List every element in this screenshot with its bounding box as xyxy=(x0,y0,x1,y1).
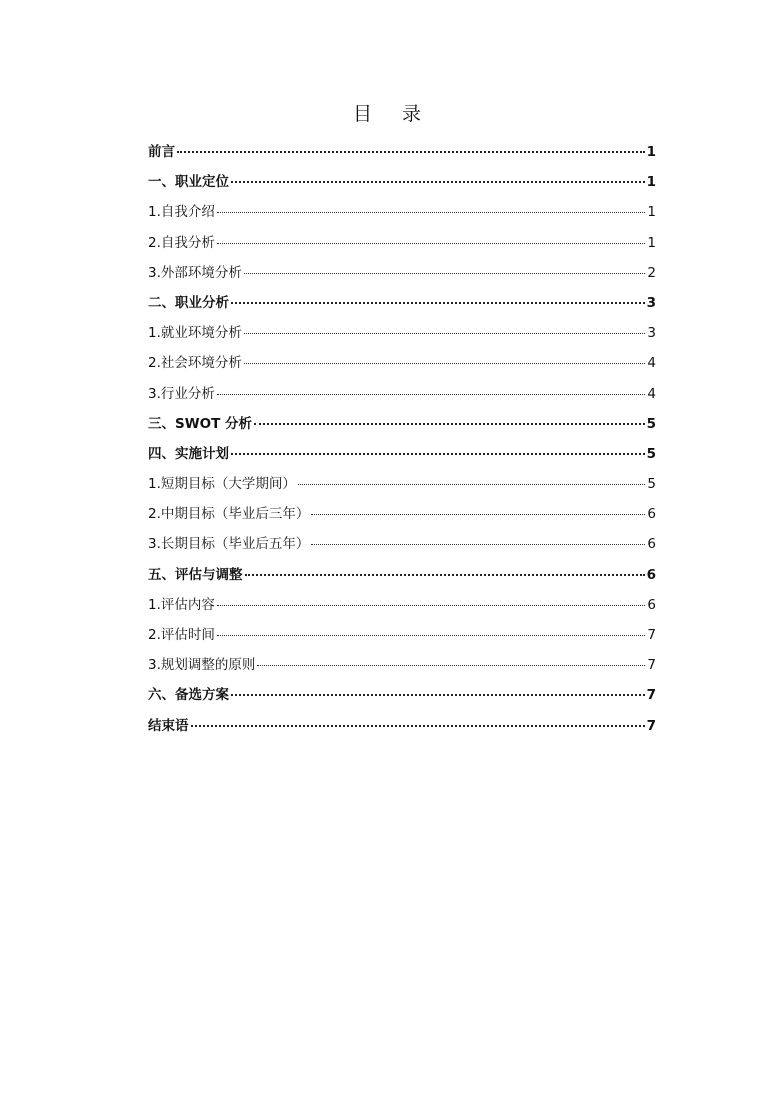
dot-leader xyxy=(298,484,646,485)
toc-entry[interactable] xyxy=(148,499,656,529)
toc-entry[interactable] xyxy=(148,348,656,378)
toc-entry-page-number: 1 xyxy=(647,234,656,251)
toc-entry[interactable] xyxy=(148,590,656,620)
dot-leader xyxy=(245,574,645,576)
toc-entry-page-number: 4 xyxy=(647,385,656,402)
toc-entry[interactable] xyxy=(148,197,656,227)
toc-entry[interactable] xyxy=(148,620,656,650)
toc-entry-page-number: 2 xyxy=(647,264,656,281)
toc-entry-page-number: 1 xyxy=(646,144,656,160)
toc-entry-page-number: 5 xyxy=(646,415,656,432)
toc-entry-label: 六、备选方案 xyxy=(148,687,229,704)
toc-entry[interactable] xyxy=(148,228,656,258)
toc-entry[interactable] xyxy=(148,711,656,741)
dot-leader xyxy=(244,333,646,334)
dot-leader xyxy=(257,665,645,666)
toc-entry-label: 1.短期目标（大学期间） xyxy=(148,476,296,493)
dot-leader xyxy=(231,181,645,183)
toc-entry-page-number: 5 xyxy=(647,476,656,493)
toc-entry-label: 一、职业定位 xyxy=(148,174,229,191)
toc-entry-label: 3.行业分析 xyxy=(148,385,215,402)
toc-entry-label: 前言 xyxy=(148,144,175,160)
toc-entry-page-number: 3 xyxy=(646,294,656,311)
toc-entry-page-number: 6 xyxy=(646,566,656,583)
toc-entry-label: 3.长期目标（毕业后五年） xyxy=(148,536,310,553)
toc-entry-label: 2.中期目标（毕业后三年） xyxy=(148,506,310,523)
toc-entry-label: 1.评估内容 xyxy=(148,596,215,613)
dot-leader xyxy=(254,423,645,425)
toc-entry-label: 2.自我分析 xyxy=(148,234,215,251)
toc-entry-page-number: 7 xyxy=(647,657,656,674)
toc-entry-page-number: 4 xyxy=(647,355,656,372)
toc-entry-page-number: 7 xyxy=(646,717,656,734)
toc-entry-label: 结束语 xyxy=(148,717,189,734)
table-of-contents xyxy=(148,137,656,741)
toc-entry-page-number: 7 xyxy=(646,687,656,704)
toc-entry-label: 三、SWOT 分析 xyxy=(148,415,252,432)
dot-leader xyxy=(231,453,645,455)
toc-entry[interactable] xyxy=(148,167,656,197)
dot-leader xyxy=(231,694,645,696)
toc-entry[interactable] xyxy=(148,469,656,499)
toc-entry[interactable] xyxy=(148,680,656,710)
toc-entry-label: 3.规划调整的原则 xyxy=(148,657,256,674)
toc-entry-label: 3.外部环境分析 xyxy=(148,264,242,281)
toc-entry-label: 1.就业环境分析 xyxy=(148,325,242,342)
dot-leader xyxy=(217,394,646,395)
toc-title: 目 录 xyxy=(352,103,434,125)
toc-entry[interactable] xyxy=(148,318,656,348)
toc-entry-page-number: 5 xyxy=(646,445,656,462)
toc-entry-label: 二、职业分析 xyxy=(148,294,229,311)
toc-entry-page-number: 1 xyxy=(647,204,656,221)
dot-leader xyxy=(177,151,645,153)
toc-entry[interactable] xyxy=(148,650,656,680)
toc-entry-label: 1.自我介绍 xyxy=(148,204,215,221)
toc-entry-page-number: 6 xyxy=(647,596,656,613)
toc-entry[interactable] xyxy=(148,288,656,318)
dot-leader xyxy=(217,212,646,213)
toc-entry-page-number: 6 xyxy=(647,506,656,523)
dot-leader xyxy=(231,302,645,304)
toc-entry-label: 五、评估与调整 xyxy=(148,566,243,583)
toc-entry-label: 四、实施计划 xyxy=(148,445,229,462)
dot-leader xyxy=(244,363,646,364)
dot-leader xyxy=(217,635,646,636)
dot-leader xyxy=(311,514,645,515)
dot-leader xyxy=(217,605,646,606)
toc-entry[interactable] xyxy=(148,439,656,469)
toc-entry[interactable] xyxy=(148,137,656,167)
toc-entry[interactable] xyxy=(148,529,656,559)
toc-entry-label: 2.社会环境分析 xyxy=(148,355,242,372)
dot-leader xyxy=(311,544,645,545)
toc-entry[interactable] xyxy=(148,258,656,288)
toc-entry[interactable] xyxy=(148,560,656,590)
dot-leader xyxy=(217,243,646,244)
dot-leader xyxy=(244,273,646,274)
toc-entry-label: 2.评估时间 xyxy=(148,627,215,643)
dot-leader xyxy=(191,725,645,727)
toc-entry-page-number: 6 xyxy=(647,536,656,553)
toc-entry[interactable] xyxy=(148,409,656,439)
toc-entry[interactable] xyxy=(148,379,656,409)
toc-entry-page-number: 1 xyxy=(646,174,656,191)
toc-entry-page-number: 7 xyxy=(647,627,656,643)
toc-entry-page-number: 3 xyxy=(647,325,656,342)
